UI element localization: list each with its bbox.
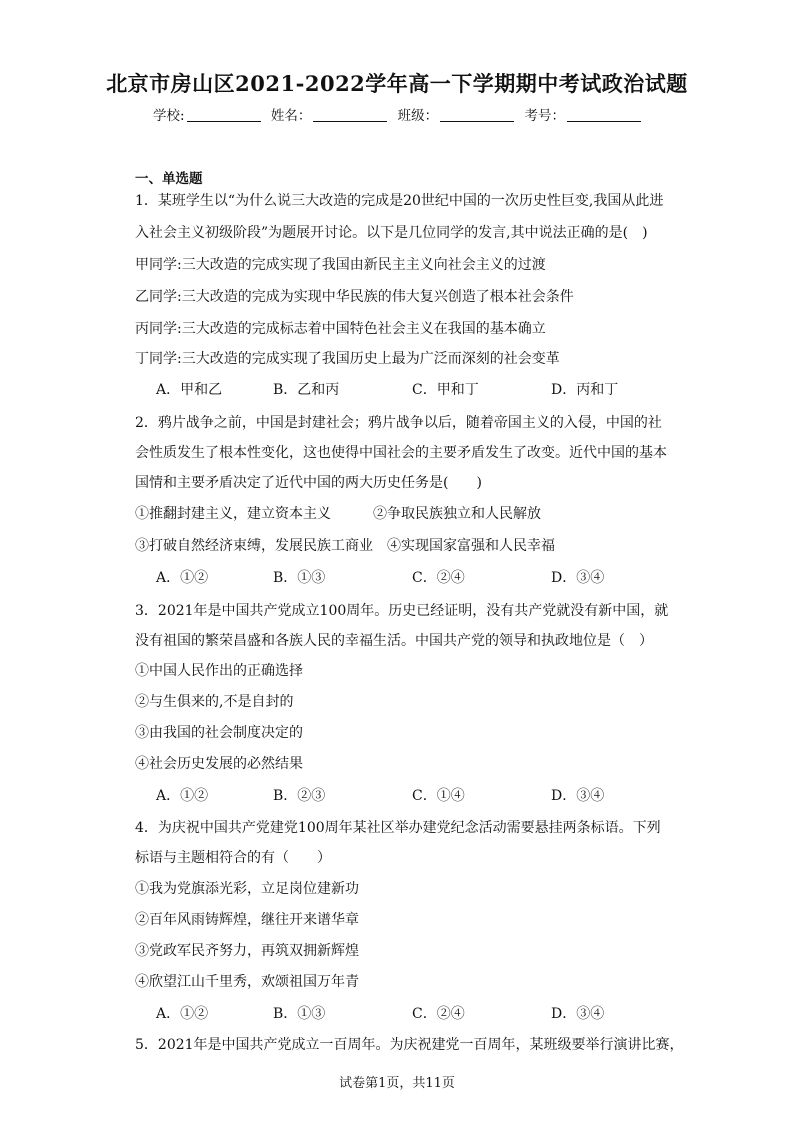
option-b[interactable]: B．乙和丙	[273, 382, 340, 398]
option-b[interactable]: B．②③	[273, 788, 326, 804]
question-line: ①推翻封建主义，建立资本主义 ②争取民族独立和人民解放	[135, 506, 541, 522]
option-c[interactable]: C．①④	[412, 788, 465, 804]
option-c[interactable]: C．甲和丁	[412, 382, 479, 398]
question-line: 标语与主题相符合的有（ ）	[135, 850, 331, 866]
question-line: ③由我国的社会制度决定的	[135, 725, 303, 741]
page-footer: 试卷第1页，共11页	[339, 1076, 455, 1091]
option-c[interactable]: C．②④	[412, 570, 465, 586]
option-d[interactable]: D．③④	[551, 788, 605, 804]
class-field	[398, 104, 515, 124]
class-blank	[440, 121, 514, 122]
question-line: 入社会主义初级阶段”为题展开讨论。以下是几位同学的发言,其中说法正确的是( )	[135, 225, 648, 241]
school-blank	[187, 121, 261, 122]
question-line: 甲同学:三大改造的完成实现了我国由新民主主义向社会主义的过渡	[135, 257, 546, 273]
option-c[interactable]: C．②④	[412, 1006, 465, 1022]
question-line: ③打破自然经济束缚，发展民族工商业 ④实现国家富强和人民幸福	[135, 538, 555, 554]
exam-number-blank	[567, 121, 641, 122]
school-label: 学校:	[153, 108, 185, 124]
exam-number-field	[524, 104, 641, 124]
name-blank	[313, 121, 387, 122]
question-line: ②百年风雨铸辉煌，继往开来谱华章	[135, 912, 359, 928]
exam-number-label: 考号：	[524, 108, 565, 124]
question-line: 没有祖国的繁荣昌盛和各族人民的幸福生活。中国共产党的领导和执政地位是（ ）	[135, 633, 653, 649]
question-line: 1．某班学生以“为什么说三大改造的完成是20世纪中国的一次历史性巨变,我国从此进	[135, 193, 664, 209]
question-line: ①中国人民作出的正确选择	[135, 663, 303, 679]
section-title: 一、单选题	[135, 171, 203, 187]
question-line: ④欣望江山千里秀，欢颂祖国万年青	[135, 974, 359, 990]
option-d[interactable]: D．丙和丁	[551, 382, 619, 398]
question-line: 国情和主要矛盾决定了近代中国的两大历史任务是( )	[135, 475, 482, 491]
question-line: 乙同学:三大改造的完成为实现中华民族的伟大复兴创造了根本社会条件	[135, 289, 574, 305]
question-line: 会性质发生了根本性变化，这也使得中国社会的主要矛盾发生了改变。近代中国的基本	[135, 445, 667, 461]
question-line: ③党政军民齐努力，再筑双拥新辉煌	[135, 943, 359, 959]
question-line: 丙同学:三大改造的完成标志着中国特色社会主义在我国的基本确立	[135, 321, 546, 337]
name-label: 姓名：	[270, 108, 312, 124]
exam-title: 北京市房山区2021-2022学年高一下学期期中考试政治试题	[106, 71, 688, 96]
class-label: 班级：	[397, 108, 439, 124]
question-line: 3．2021年是中国共产党成立100周年。历史已经证明，没有共产党就没有新中国，就	[135, 603, 669, 619]
question-line: ②与生俱来的,不是自封的	[135, 694, 294, 710]
question-line: 4．为庆祝中国共产党建党100周年某社区举办建党纪念活动需要悬挂两条标语。下列	[135, 820, 661, 836]
option-d[interactable]: D．③④	[551, 570, 605, 586]
option-a[interactable]: A．甲和乙	[156, 382, 223, 398]
question-line: 5．2021年是中国共产党成立一百周年。为庆祝建党一百周年，某班级要举行演讲比赛，	[135, 1037, 684, 1053]
name-field	[271, 104, 388, 124]
question-line: ①我为党旗添光彩，立足岗位建新功	[135, 881, 359, 897]
option-a[interactable]: A．①②	[156, 570, 209, 586]
student-info-row	[0, 104, 794, 124]
option-d[interactable]: D．③④	[551, 1006, 605, 1022]
option-b[interactable]: B．①③	[273, 1006, 326, 1022]
question-line: 丁同学:三大改造的完成实现了我国历史上最为广泛而深刻的社会变革	[135, 351, 560, 367]
option-b[interactable]: B．①③	[273, 570, 326, 586]
question-line: 2．鸦片战争之前，中国是封建社会；鸦片战争以后，随着帝国主义的入侵，中国的社	[135, 415, 662, 431]
question-line: ④社会历史发展的必然结果	[135, 756, 303, 772]
school-field	[153, 104, 261, 124]
option-a[interactable]: A．①②	[156, 1006, 209, 1022]
option-a[interactable]: A．①②	[156, 788, 209, 804]
